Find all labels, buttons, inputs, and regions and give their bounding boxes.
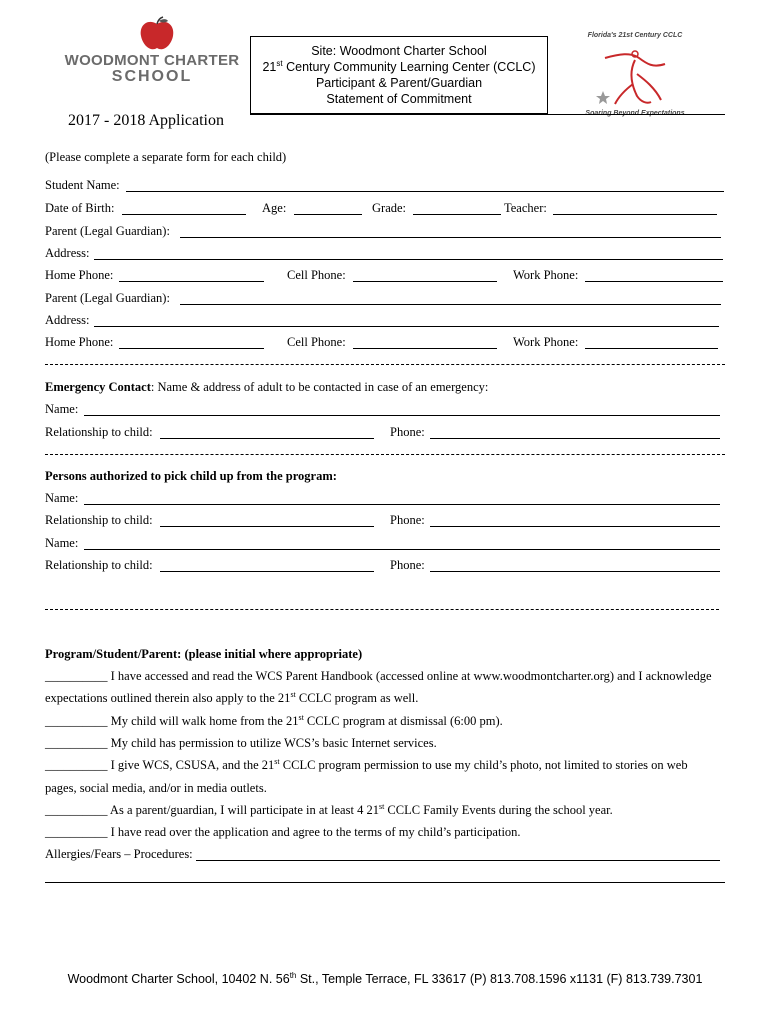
parent2-cell-phone-label: Cell Phone:	[287, 335, 346, 349]
internet-statement	[45, 736, 437, 751]
emergency-heading-bold: Emergency Contact	[45, 380, 151, 394]
parent2-address-label: Address:	[45, 313, 90, 327]
photo-statement	[45, 758, 688, 773]
section-divider	[45, 364, 725, 365]
allergies-field[interactable]	[196, 860, 720, 861]
family-events-initial-blank[interactable]: __________	[45, 803, 108, 817]
handbook-statement-cont	[45, 691, 418, 706]
parent1-cell-phone-label: Cell Phone:	[287, 268, 346, 282]
agreement-statement	[45, 825, 521, 840]
family-events-statement	[45, 803, 613, 818]
cclc-logo-title: Florida's 21st Century CCLC	[587, 32, 683, 39]
emergency-heading	[45, 380, 488, 395]
emergency-phone-field[interactable]	[430, 438, 720, 439]
cclc-name: Century Community Learning Center (CCLC)	[282, 60, 536, 74]
student-name-field[interactable]	[126, 191, 724, 192]
footer-ordinal: th	[289, 970, 297, 980]
emergency-relationship-label: Relationship to child:	[45, 425, 153, 439]
pickup-name-label: Name:	[45, 536, 79, 550]
emergency-heading-desc: : Name & address of adult to be contacted in case of an emergency:	[150, 380, 489, 394]
dob-field[interactable]	[122, 214, 246, 215]
family-events-text: As a parent/guardian, I will participate in at least 4 21	[107, 803, 379, 817]
photo-text-end: CCLC program permission to use my child’s photo, not limited to stories on web	[279, 758, 688, 772]
walk-home-text: My child will walk home from the 21	[107, 714, 299, 728]
section-divider	[45, 454, 725, 455]
ordinal: st	[298, 712, 304, 722]
family-events-end: CCLC Family Events during the school year.	[384, 803, 613, 817]
emergency-name-label: Name:	[45, 402, 79, 416]
grade-label: Grade:	[372, 201, 407, 215]
allergies-label: Allergies/Fears – Procedures:	[45, 847, 193, 861]
site-line: Site: Woodmont Charter School	[311, 44, 487, 58]
walk-home-initial-blank[interactable]: __________	[45, 714, 108, 728]
parent2-address-field[interactable]	[94, 326, 719, 327]
emergency-name-field[interactable]	[84, 415, 720, 416]
logo-name-line1: WOODMONT CHARTER	[64, 52, 240, 69]
ordinal: st	[274, 756, 280, 766]
allergies-field-cont[interactable]	[45, 882, 725, 883]
footer-street: Woodmont Charter School, 10402 N. 56	[67, 972, 290, 986]
emergency-phone-label: Phone:	[390, 425, 425, 439]
teacher-label: Teacher:	[504, 201, 547, 215]
parent1-work-phone-label: Work Phone:	[513, 268, 579, 282]
parent2-home-phone-label: Home Phone:	[45, 335, 114, 349]
parent1-cell-phone-field[interactable]	[353, 281, 497, 282]
parent1-home-phone-field[interactable]	[119, 281, 264, 282]
handbook-cont-text: expectations outlined therein also apply to the 21	[45, 691, 291, 705]
parent1-field[interactable]	[180, 237, 721, 238]
parent2-field[interactable]	[180, 304, 721, 305]
agreement-initial-blank[interactable]: __________	[45, 825, 108, 839]
age-field[interactable]	[294, 214, 362, 215]
pickup-heading: Persons authorized to pick child up from the program:	[45, 469, 337, 483]
handbook-initial-blank[interactable]: __________	[45, 669, 108, 683]
footer-contact: St., Temple Terrace, FL 33617 (P) 813.708.1596 x1131 (F) 813.739.7301	[296, 972, 703, 986]
pickup-relationship-field[interactable]	[160, 526, 374, 527]
apple-logo-icon	[137, 16, 177, 54]
pickup-phone-field[interactable]	[430, 526, 720, 527]
dob-label: Date of Birth:	[45, 201, 115, 215]
handbook-cont-end: CCLC program as well.	[295, 691, 419, 705]
cclc-logo-slogan: Soaring Beyond Expectations	[585, 110, 685, 117]
internet-initial-blank[interactable]: __________	[45, 736, 108, 750]
statement-line: Statement of Commitment	[326, 92, 472, 106]
parent1-home-phone-label: Home Phone:	[45, 268, 114, 282]
parent2-work-phone-field[interactable]	[585, 348, 718, 349]
handbook-text: I have accessed and read the WCS Parent Handbook (accessed online at www.woodmontcharter.org) and I acknowledge	[107, 669, 712, 683]
cclc-line	[251, 59, 547, 75]
photo-text: I give WCS, CSUSA, and the 21	[107, 758, 275, 772]
soaring-figure-icon	[595, 44, 675, 108]
grade-field[interactable]	[413, 214, 501, 215]
pickup-name-label: Name:	[45, 491, 79, 505]
parent2-work-phone-label: Work Phone:	[513, 335, 579, 349]
photo-initial-blank[interactable]: __________	[45, 758, 108, 772]
ordinal: st	[290, 689, 296, 699]
parent1-work-phone-field[interactable]	[585, 281, 723, 282]
emergency-relationship-field[interactable]	[160, 438, 374, 439]
section-divider	[45, 609, 719, 610]
parent1-address-field[interactable]	[94, 259, 723, 260]
age-label: Age:	[262, 201, 287, 215]
handbook-statement	[45, 669, 712, 684]
program-heading: Program/Student/Parent: (please initial where appropriate)	[45, 647, 363, 661]
site-info-box	[250, 36, 548, 114]
parent1-address-label: Address:	[45, 246, 90, 260]
teacher-field[interactable]	[553, 214, 717, 215]
pickup-relationship-label: Relationship to child:	[45, 558, 153, 572]
application-title: 2017 - 2018 Application	[68, 112, 224, 129]
student-name-label: Student Name:	[45, 178, 120, 192]
pickup-phone-field[interactable]	[430, 571, 720, 572]
participant-line: Participant & Parent/Guardian	[315, 76, 483, 90]
parent2-home-phone-field[interactable]	[119, 348, 264, 349]
pickup-name-field[interactable]	[84, 504, 720, 505]
instructions-text: (Please complete a separate form for each child)	[45, 150, 287, 164]
footer-address	[0, 972, 770, 986]
walk-home-statement	[45, 714, 503, 729]
cclc-number: 21	[262, 60, 277, 74]
pickup-name-field[interactable]	[84, 549, 720, 550]
pickup-phone-label: Phone:	[390, 558, 425, 572]
cclc-logo	[580, 26, 690, 126]
parent2-cell-phone-field[interactable]	[353, 348, 497, 349]
title-rule	[250, 114, 725, 115]
parent2-label: Parent (Legal Guardian):	[45, 291, 170, 305]
logo-name-line2: SCHOOL	[111, 68, 193, 85]
cclc-ordinal: st	[276, 58, 283, 68]
woodmont-logo	[62, 16, 242, 96]
photo-statement-cont: pages, social media, and/or in media outlets.	[45, 781, 267, 795]
pickup-relationship-field[interactable]	[160, 571, 374, 572]
internet-text: My child has permission to utilize WCS’s basic Internet services.	[107, 736, 437, 750]
ordinal: st	[378, 801, 385, 811]
walk-home-end: CCLC program at dismissal (6:00 pm).	[303, 714, 503, 728]
agreement-text: I have read over the application and agree to the terms of my child’s participation.	[107, 825, 521, 839]
parent1-label: Parent (Legal Guardian):	[45, 224, 170, 238]
pickup-phone-label: Phone:	[390, 513, 425, 527]
pickup-relationship-label: Relationship to child:	[45, 513, 153, 527]
